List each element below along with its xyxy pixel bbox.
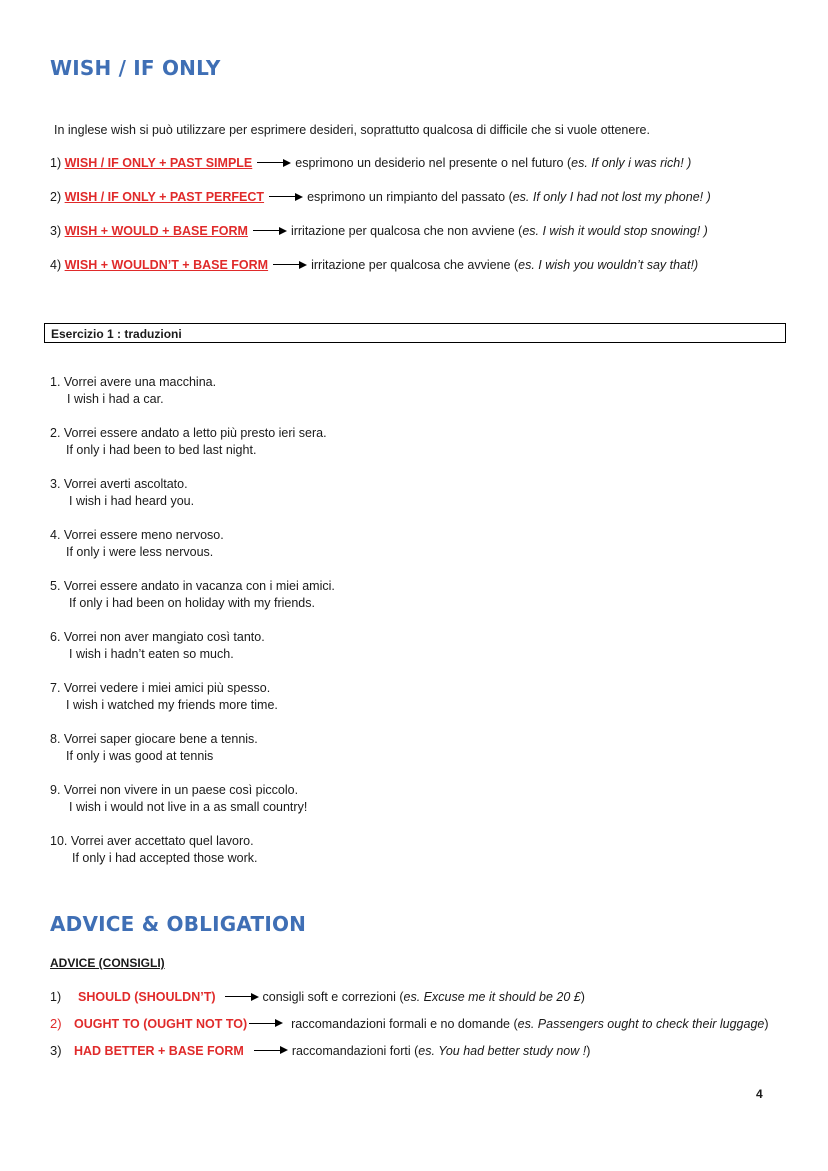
rule-number: 3) <box>50 1043 62 1058</box>
exercise-item <box>50 629 265 663</box>
rule-number: 1) <box>50 990 62 1004</box>
rule-desc: raccomandazioni formali e no domande ( <box>291 1016 518 1031</box>
exercise-item <box>50 833 258 867</box>
intro-text: In inglese wish si può utilizzare per esprimere desideri, soprattutto qualcosa di difficile che si vuole ottenere. <box>54 123 650 137</box>
rule-form: WISH + WOULD + BASE FORM <box>64 224 248 238</box>
exercise-item <box>50 374 216 408</box>
advice-rule-1 <box>50 990 585 1004</box>
rule-1 <box>50 156 691 170</box>
arrow-icon <box>257 158 291 168</box>
rule-tail: ) <box>764 1016 769 1031</box>
rule-example: es. Excuse me it should be 20 £ <box>403 990 581 1004</box>
answer: If only i had been on holiday with my friends. <box>69 596 315 610</box>
rule-form: HAD BETTER + BASE FORM <box>74 1043 244 1058</box>
question: 10. Vorrei aver accettato quel lavoro. <box>50 834 254 848</box>
rule-number: 1) <box>50 156 62 170</box>
rule-2 <box>50 190 711 204</box>
page-number: 4 <box>756 1087 763 1101</box>
question: 7. Vorrei vedere i miei amici più spesso. <box>50 681 271 695</box>
arrow-icon <box>269 192 303 202</box>
question: 6. Vorrei non aver mangiato così tanto. <box>50 630 265 644</box>
rule-form: SHOULD (SHOULDN’T) <box>78 990 216 1004</box>
exercise-item <box>50 476 194 510</box>
exercise-item <box>50 527 224 561</box>
question: 9. Vorrei non vivere in un paese così piccolo. <box>50 783 299 797</box>
arrow-icon <box>253 226 287 236</box>
question: 5. Vorrei essere andato in vacanza con i miei amici. <box>50 579 335 593</box>
rule-desc: irritazione per qualcosa che non avviene ( <box>290 224 523 238</box>
exercise-item <box>50 680 278 714</box>
rule-form: WISH + WOULDN’T + BASE FORM <box>64 258 269 272</box>
page-title: WISH / IF ONLY <box>50 56 221 80</box>
rule-desc: consigli soft e correzioni ( <box>262 990 404 1004</box>
answer: If only i had been to bed last night. <box>66 443 257 457</box>
rule-4 <box>50 258 698 272</box>
arrow-icon <box>254 1046 288 1056</box>
rule-tail: ) <box>586 1043 591 1058</box>
answer: I wish i watched my friends more time. <box>66 698 278 712</box>
answer: I wish i would not live in a as small country! <box>69 800 308 814</box>
answer: If only i were less nervous. <box>66 545 214 559</box>
arrow-icon <box>249 1019 283 1029</box>
rule-number: 3) <box>50 224 62 238</box>
rule-form: WISH / IF ONLY + PAST PERFECT <box>64 190 265 204</box>
question: 2. Vorrei essere andato a letto più presto ieri sera. <box>50 426 327 440</box>
rule-desc: irritazione per qualcosa che avviene ( <box>311 258 519 272</box>
question: 1. Vorrei avere una macchina. <box>50 375 217 389</box>
rule-tail: ) <box>580 990 585 1004</box>
rule-example: es. You had better study now ! <box>418 1043 587 1058</box>
exercise-item <box>50 578 335 612</box>
answer: I wish i had heard you. <box>69 494 195 508</box>
rule-example: es. I wish you wouldn’t say that!) <box>518 258 699 272</box>
rule-example: es. Passengers ought to check their luggage <box>517 1016 765 1031</box>
rule-example: es. If only I had not lost my phone! ) <box>512 190 711 204</box>
advice-rule-2 <box>50 1016 769 1031</box>
section-title: ADVICE & OBLIGATION <box>50 912 307 936</box>
rule-desc: esprimono un rimpianto del passato ( <box>307 190 513 204</box>
rule-example: es. If only i was rich! ) <box>571 156 692 170</box>
rule-3 <box>50 224 708 238</box>
rule-number: 2) <box>50 190 62 204</box>
question: 3. Vorrei averti ascoltato. <box>50 477 188 491</box>
answer: If only i was good at tennis <box>66 749 214 763</box>
answer: I wish i had a car. <box>67 392 164 406</box>
rule-example: es. I wish it would stop snowing! ) <box>522 224 708 238</box>
rule-form: OUGHT TO (OUGHT NOT TO) <box>74 1016 248 1031</box>
question: 8. Vorrei saper giocare bene a tennis. <box>50 732 258 746</box>
rule-desc: raccomandazioni forti ( <box>291 1043 419 1058</box>
answer: If only i had accepted those work. <box>72 851 258 865</box>
rule-desc: esprimono un desiderio nel presente o nel futuro ( <box>295 156 572 170</box>
answer: I wish i hadn’t eaten so much. <box>69 647 234 661</box>
section-subtitle: ADVICE (CONSIGLI) <box>50 956 165 970</box>
rule-number: 2) <box>50 1016 62 1031</box>
arrow-icon <box>225 992 259 1002</box>
question: 4. Vorrei essere meno nervoso. <box>50 528 224 542</box>
exercise-item <box>50 782 307 816</box>
exercise-title: Esercizio 1 : traduzioni <box>44 323 786 343</box>
rule-form: WISH / IF ONLY + PAST SIMPLE <box>64 156 253 170</box>
rule-number: 4) <box>50 258 62 272</box>
arrow-icon <box>273 260 307 270</box>
advice-rule-3 <box>50 1043 590 1058</box>
exercise-item <box>50 425 327 459</box>
exercise-item <box>50 731 258 765</box>
